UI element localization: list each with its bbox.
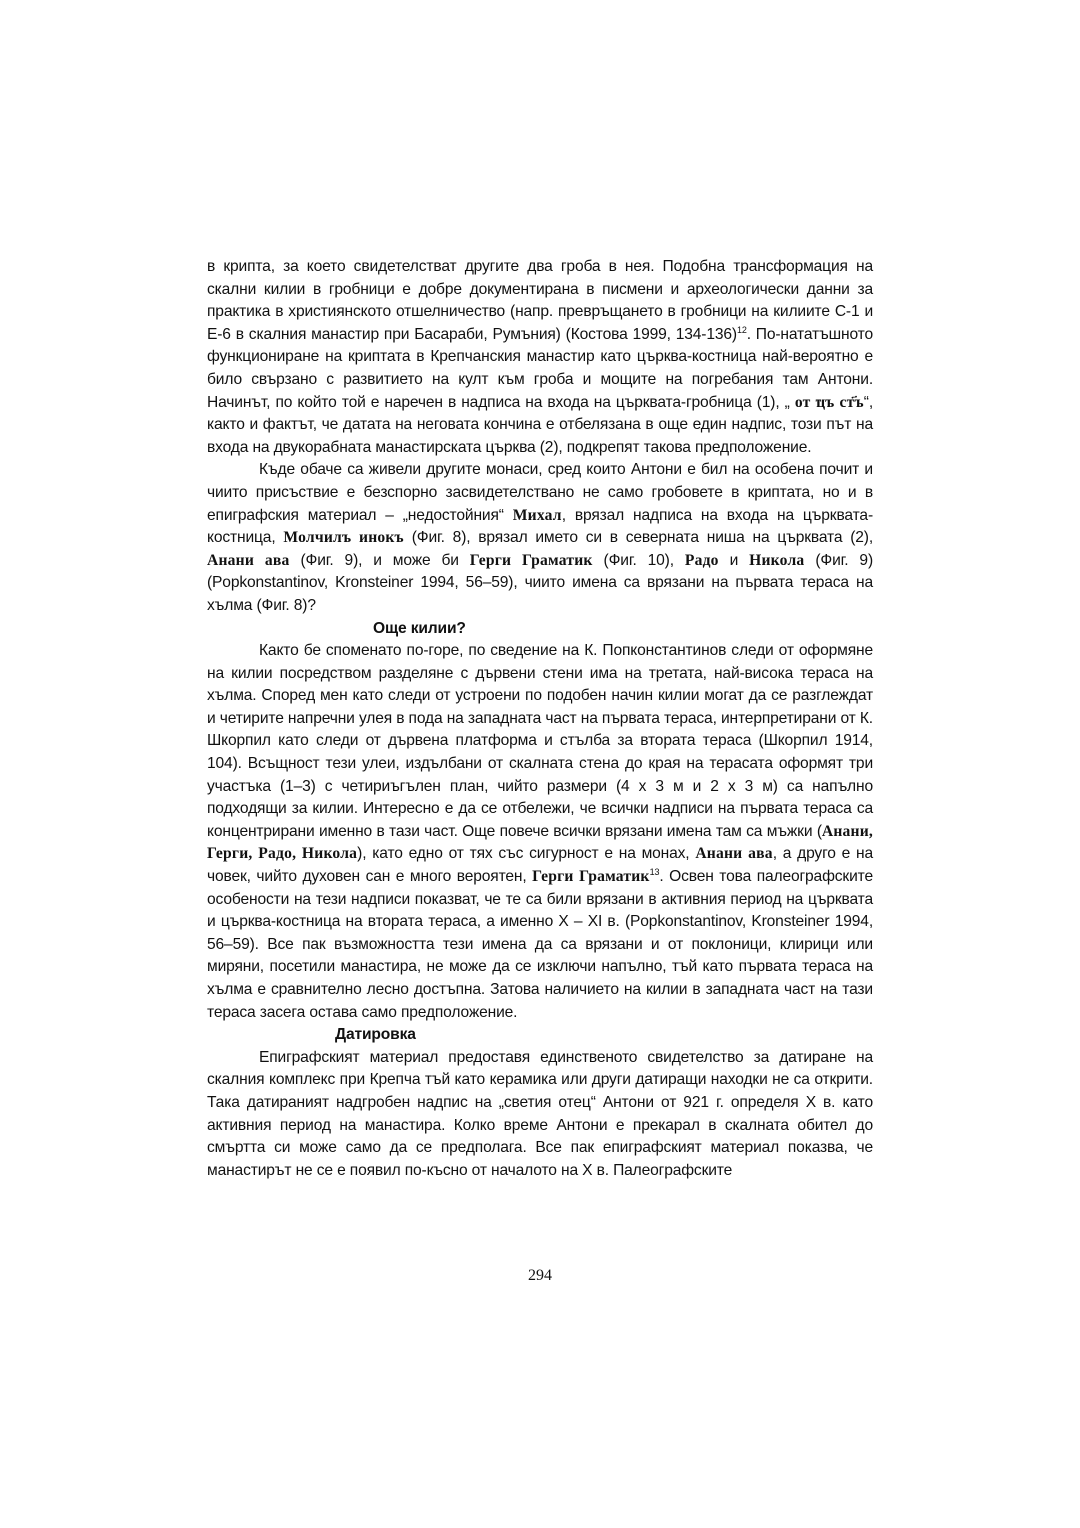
body-text — [207, 256, 873, 1182]
old-cyrillic-name: Анани, Герги, Радо, Никола — [207, 822, 873, 863]
old-cyrillic-name: Радо — [684, 551, 719, 569]
paragraph-dating: Епиграфският материал предоставя единственото свидетелство за датиране на скалния комплекс при Крепча тъй като керамика или други датиращи находки не са открити. Така датираният надгробен надпис на „светия отец“ Антони от 921 г. определя Х в. като активния период на манастира. Колко време Антони е прекарал в скалната обител до смъртта си може само да се предполага. Все пак епиграфският материал показва, че манастирът не се е появил по-късно от началото на Х в. Палеографските — [207, 1048, 873, 1179]
old-cyrillic-name: Герги Граматик — [469, 551, 593, 569]
old-cyrillic-name: Анани ава — [207, 551, 290, 569]
old-cyrillic-name: Молчилъ инокъ — [283, 529, 404, 547]
page-number: 294 — [528, 1267, 552, 1284]
footnote-ref-13: 13 — [649, 867, 660, 878]
paragraph-crypt: в крипта, за което свидетелстват другите два гроба в нея. Подобна трансформация на скални килии в гробници е добре документирана в писмени и археологически данни за практика в християнското отшелничество (напр. превръщането в гробници на килиите С-1 и Е-6 в скалния манастир при Басараби, Румъния) (Костова 1999, 134-136)$^{12}$. По-нататъшното функциониране на криптата в Крепчанския манастир като църква-костница най-вероятно е било свързано с развитието на култ към гроба и мощите на погребания там Антони. Начинът, по който той е наречен в надписа на входа на църквата-гробница (1), „ от ҵъ ст҃ъ“, както и фактът, че датата на неговата кончина е отбелязана в още един надпис, този път на входа на двукорабната манастирската църква (2), подкрепят такова предположение. — [207, 258, 874, 456]
old-cyrillic-name: Никола — [749, 551, 805, 569]
paragraph-cells: Както бе споменато по-горе, по сведение на К. Попконстантинов следи от оформяне на килии посредством разделяне с дървени стени има на третата, най-висока тераса на хълма. Според мен като следи от устроени по подобен начин килии могат да се разглеждат и четирите напречни улея в пода на западната част на първата тераса, интерпретирани от К. Шкорпил като следи от дървена платформа и стълба за втората тераса (Шкорпил 1914, 104). Всъщност тези улеи, издълбани от скалната стена до края на терасата оформят три участъка (1–3) с четириъгълен план, чийто размери (4 х 3 м и 2 х 3 м) са напълно подходящи за килии. Интересно е да се отбележи, че всички надписи на първата тераса са концентрирани именно в тази част. Още повече всички врязани имена там са мъжки (Анани, Герги, Радо, Никола), като едно от тях със сигурност е на монах, Анани ава, а друго е на човек, чийто духовен сан е много вероятен, Герги Граматик$^{13}$. Освен това палеографските особености на тези надписи показват, че те са били врязани в активния период на църквата и църква-костница на втората тераса, а именно Х – ХІ в. (Popkonstantinov, Kronsteiner 1994, 56–59). Все пак възможността тези имена да са врязани и от поклоници, клирици или миряни, посетили манастира, не може да се изключи напълно, тъй като първата тераса на хълма е сравнително лесно достъпна. Затова наличието на килии в западната част на тази тераса засега остава само предположение. — [207, 642, 874, 1021]
section-heading-more-cells: Още килии? — [373, 619, 466, 637]
paragraph-monks: Къде обаче са живели другите монаси, сред които Антони е бил на особена почит и чиито присъствие е безспорно засвидетелствано не само гробовете в криптата, но и в епиграфския материал – „недостойния“ Михал, врязал надписа на входа на църквата-костница, Молчилъ инокъ (Фиг. 8), врязал името си в северната ниша на църквата (2), Анани ава (Фиг. 9), и може би Герги Граматик (Фиг. 10), Радо и Никола (Фиг. 9) (Popkonstantinov, Kronsteiner 1994, 56–59), чиито имена са врязани на първата тераса на хълма (Фиг. 8)? — [207, 461, 874, 614]
old-cyrillic-name: Герги Граматик — [532, 868, 650, 886]
footnote-ref-12: 12 — [736, 324, 747, 335]
section-heading-dating: Датировка — [335, 1026, 416, 1044]
old-cyrillic-name: Анани ава — [695, 845, 773, 863]
old-cyrillic-name: Михал — [512, 506, 562, 524]
old-cyrillic-inscription: от ҵъ ст҃ъ — [794, 393, 864, 411]
